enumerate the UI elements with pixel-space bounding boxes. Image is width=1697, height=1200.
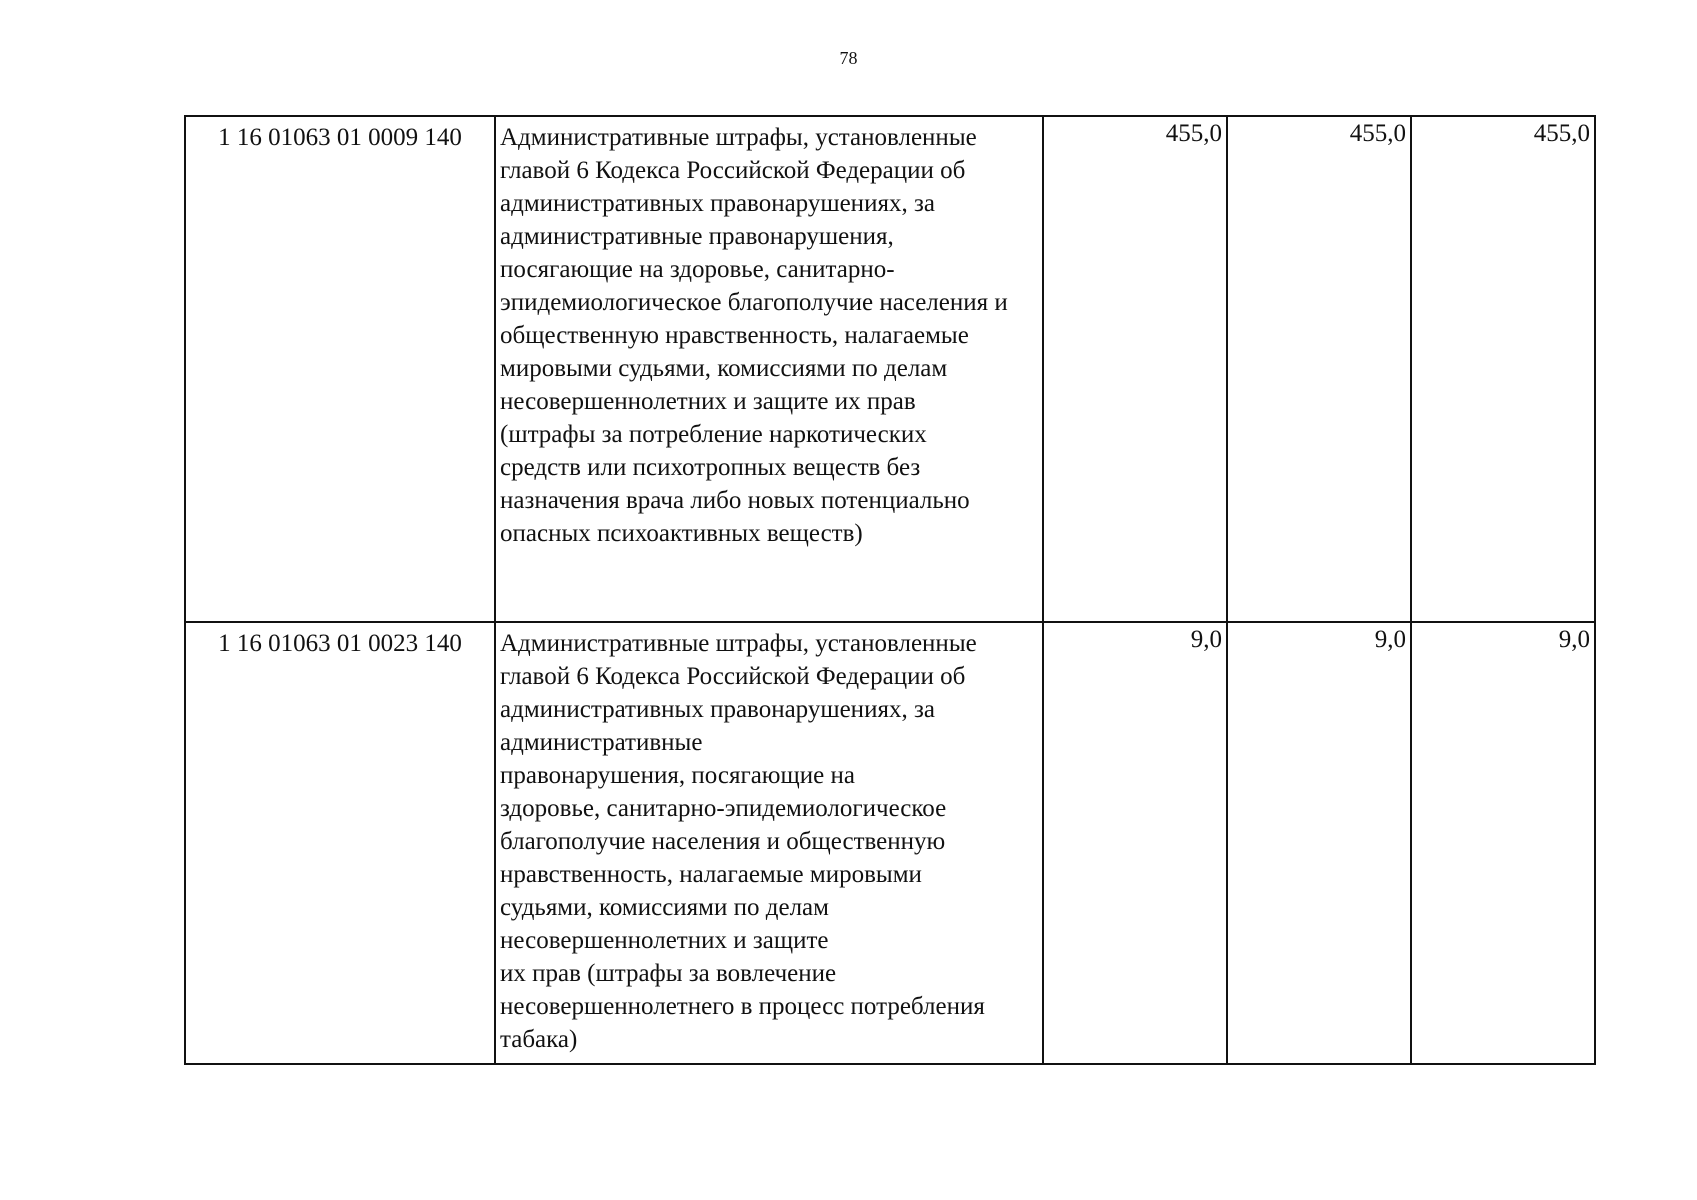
description-line: административных правонарушениях, за (500, 190, 935, 217)
amount-cell-year-3: 9,0 (1411, 622, 1595, 1064)
description-line: главой 6 Кодекса Российской Федерации об (500, 157, 966, 184)
description-line: мировыми судьями, комиссиями по делам (500, 355, 948, 382)
description-line: назначения врача либо новых потенциально (500, 487, 970, 514)
description-line: (штрафы за потребление наркотических (500, 421, 927, 448)
description-line: общественную нравственность, налагаемые (500, 322, 969, 349)
amount-cell-year-2: 9,0 (1227, 622, 1411, 1064)
description-cell (495, 622, 1043, 1064)
description-line: опасных психоактивных веществ) (500, 520, 863, 547)
description-line: Административные штрафы, установленные (500, 124, 977, 151)
page-number: 78 (839, 48, 858, 68)
description-line: главой 6 Кодекса Российской Федерации об (500, 663, 966, 690)
description-line: административные (500, 729, 703, 756)
description-line: правонарушения, посягающие на (500, 762, 855, 789)
description-line: судьями, комиссиями по делам (500, 894, 829, 921)
description-line: благополучие населения и общественную (500, 828, 946, 855)
description-line: административных правонарушениях, за (500, 696, 935, 723)
description-line: средств или психотропных веществ без (500, 454, 921, 481)
description-line: нравственность, налагаемые мировыми (500, 861, 922, 888)
budget-code-cell: 1 16 01063 01 0023 140 (185, 622, 495, 1064)
description-line: несовершеннолетних и защите их прав (500, 388, 916, 415)
description-line: эпидемиологическое благополучие населения и (500, 289, 1008, 316)
description-line: их прав (штрафы за вовлечение (500, 960, 837, 987)
description-line: несовершеннолетних и защите (500, 927, 829, 954)
amount-cell-year-2: 455,0 (1227, 116, 1411, 622)
description-cell (495, 116, 1043, 622)
amount-cell-year-1: 9,0 (1043, 622, 1227, 1064)
description-line: табака) (500, 1026, 578, 1053)
table-row (185, 116, 1595, 622)
description-line: здоровье, санитарно-эпидемиологическое (500, 795, 947, 822)
description-line: несовершеннолетнего в процесс потребления (500, 993, 985, 1020)
description-line: Административные штрафы, установленные (500, 630, 977, 657)
table-row (185, 622, 1595, 1064)
description-line: посягающие на здоровье, санитарно- (500, 256, 895, 283)
description-line: административные правонарушения, (500, 223, 894, 250)
budget-table (184, 115, 1596, 1065)
budget-code-cell: 1 16 01063 01 0009 140 (185, 116, 495, 622)
amount-cell-year-3: 455,0 (1411, 116, 1595, 622)
amount-cell-year-1: 455,0 (1043, 116, 1227, 622)
